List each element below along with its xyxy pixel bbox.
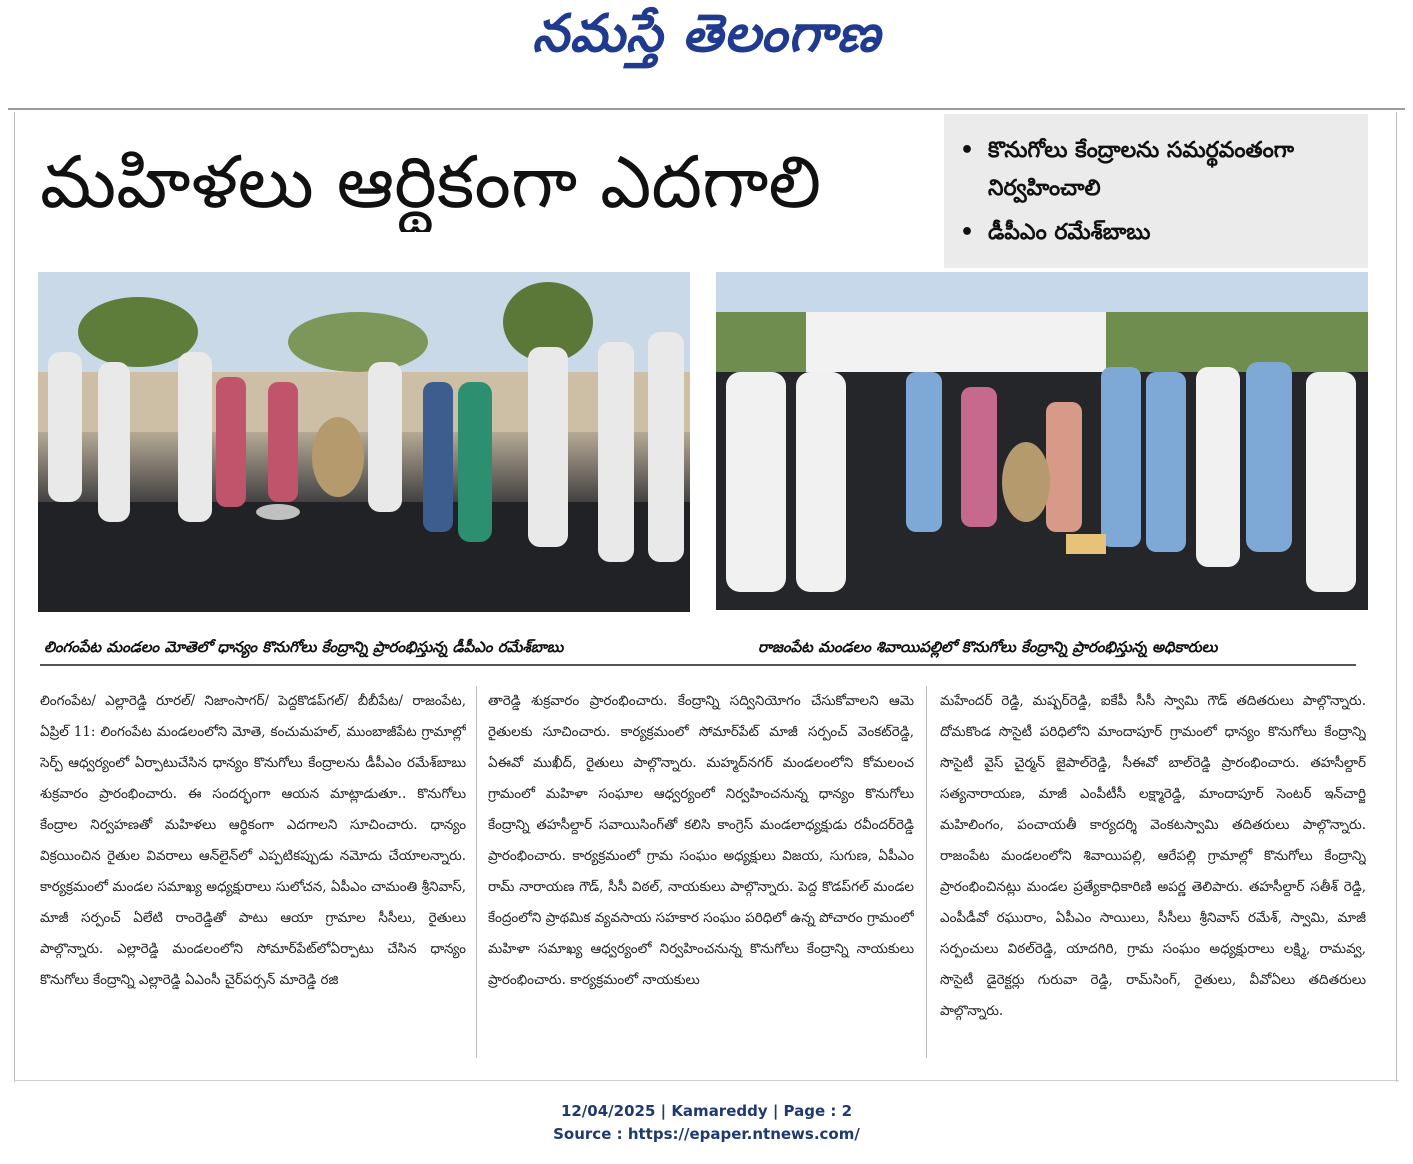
photo-caption-left: లింగంపేట మండలం మోతెలో ధాన్యం కొనుగోలు కేంద్రాన్ని ప్రారంభిస్తున్న డీపీఎం రమేశ్‌బాబు (44, 638, 564, 656)
right-margin-rule (1396, 112, 1397, 1082)
highlight-item (960, 214, 1151, 252)
caption-rule-left (40, 664, 716, 666)
highlight-text: కొనుగోలు కేంద్రాలను సమర్థవంతంగా నిర్వహించాలి (988, 138, 1295, 201)
bullet-icon: • (960, 138, 975, 163)
article-column-1: లింగంపేట/ ఎల్లారెడ్డి రూరల్/ నిజాంసాగర్/ పెద్దకొడప్‌గల్/ బీబీపేట/ రాజంపేట, ఏప్రిల్ 11: లింగంపేట మండలంలోని మోతె, కంచుమహల్, ముంబాజీపేట గ్రామాల్లో సెర్ప్ ఆధ్వర్యంలో ఏర్పాటుచేసిన ధాన్యం కొనుగోలు కేంద్రాలను డీపీఎం రమేశ్‌బాబు శుక్రవారం ప్రారంభించారు. ఈ సందర్భంగా ఆయన మాట్లాడుతూ.. కొనుగోలు కేంద్రాల నిర్వహణతో మహిళలు ఆర్థికంగా ఎదగాలని సూచించారు. ధాన్యం విక్రయించిన రైతుల వివరాలు ఆన్‌లైన్‌లో ఎప్పటికప్పుడు నమోదు చేయాలన్నారు. కార్యక్రమంలో మండల సమాఖ్య అధ్యక్షురాలు సులోచన, ఏపీఎం చామంతి శ్రీనివాస్, మాజీ సర్పంచ్ ఏలేటి రాంరెడ్డితో పాటు ఆయా గ్రామాల సీసీలు, రైతులు పాల్గొన్నారు. ఎల్లారెడ్డి మండలంలోని సోమార్‌పేట్‌లోఏర్పాటు చేసిన ధాన్యం కొనుగోలు కేంద్రాన్ని ఎల్లారెడ్డి ఏఎంసీ చైర్‌పర్సన్ మారెడ్డి రజి (40, 693, 466, 988)
highlight-item (960, 132, 1320, 208)
photo-lingampet-event (38, 272, 690, 612)
footer-date-page: 12/04/2025 | Kamareddy | Page : 2 (560, 1102, 853, 1120)
footer-source-link[interactable]: Source : https://epaper.ntnews.com/ (553, 1125, 860, 1143)
article-column-2: తారెడ్డి శుక్రవారం ప్రారంభించారు. కేంద్రాన్ని సద్వినియోగం చేసుకోవాలని ఆమె రైతులకు సూచించారు. కార్యక్రమంలో సోమార్‌పేట్ మాజీ సర్పంచ్ వెంకట్‌రెడ్డి, ఏఈవో ముఖీద్, రైతులు పాల్గొన్నారు. మహ్మద్‌నగర్ మండలంలోని కోమలంచ గ్రామంలో మహిళా సంఘాల ఆధ్వర్యంలో నిర్వహించనున్న ధాన్యం కొనుగోలు కేంద్రాన్ని తహసీల్దార్ సవాయిసింగ్‌తో కలిసి కాంగ్రెస్ మండలాధ్యక్షుడు రవీందర్‌రెడ్డి ప్రారంభించారు. కార్యక్రమంలో గ్రామ సంఘం అధ్యక్షులు విజయ, సుగుణ, ఏపీఎం రామ్ నారాయణ గౌడ్, సీసీ విఠల్, నాయకులు పాల్గొన్నారు. పెద్ద కొడప్‌గల్ మండల కేంద్రంలోని ప్రాథమిక వ్యవసాయ సహకార సంఘం పరిధిలో ఉన్న పోచారం గ్రామంలో మహిళా సమాఖ్య ఆధ్వర్యంలో నిర్వహించనున్న కొనుగోలు కేంద్రాన్ని నాయకులు ప్రారంభించారు. కార్యక్రమంలో నాయకులు (488, 693, 914, 988)
photo-caption-right: రాజంపేట మండలం శివాయిపల్లిలో కొనుగోలు కేంద్రాన్ని ప్రారంభిస్తున్న అధికారులు (758, 638, 1218, 656)
page-footer (0, 1100, 1413, 1146)
caption-rule-right (716, 664, 1356, 666)
article-headline: మహిళలు ఆర్థికంగా ఎదగాలి (40, 140, 822, 224)
column-divider (926, 686, 927, 1058)
bullet-icon: • (960, 220, 975, 245)
column-divider (476, 686, 477, 1058)
photo-rajampet-event (716, 272, 1368, 610)
masthead (0, 0, 1413, 80)
bottom-divider (14, 1080, 1399, 1081)
masthead-logo: నమస్తే తెలంగాణ (532, 3, 881, 64)
left-margin-rule (14, 112, 15, 1082)
highlights-box (944, 114, 1368, 268)
photo-lingampet-illustration (38, 272, 690, 612)
article-column-3: మహేందర్ రెడ్డి, మష్పర్‌రెడ్డి, ఐకేపీ సీసీ స్వామి గౌడ్ తదితరులు పాల్గొన్నారు. దోమకొండ సొసైటీ పరిధిలోని మాందాపూర్ గ్రామంలో ధాన్యం కొనుగోలు కేంద్రాన్ని సొసైటీ వైస్ చైర్మన్ జైపాల్‌రెడ్డి, సీఈవో బాల్‌రెడ్డి ప్రారంభించారు. తహసీల్దార్ సత్యనారాయణ, మాజీ ఎంపీటీసీ లక్ష్మారెడ్డి, మాందాపూర్ సెంటర్ ఇన్‌చార్జి మహిలింగం, పంచాయతీ కార్యదర్శి వెంకటస్వామి తదితరులు పాల్గొన్నారు. రాజంపేట మండలంలోని శివాయిపల్లి, ఆరేపల్లి గ్రామాల్లో కొనుగోలు కేంద్రాన్ని ప్రారంభించినట్లు మండల ప్రత్యేకాధికారిణి అపర్ణ తెలిపారు. తహసీల్దార్ సతీశ్ రెడ్డి, ఎంపీడీవో రఘురాం, ఏపీఎం సాయిలు, సీసీలు శ్రీనివాస్ రమేశ్, స్వామి, మాజీ సర్పంచులు విఠల్‌రెడ్డి, యాదగిరి, గ్రామ సంఘం అధ్యక్షురాలు లక్ష్మి, రామవ్వ, సొసైటీ డైరెక్టర్లు గురువా రెడ్డి, రామ్‌సింగ్, రైతులు, వీవోఏలు తదితరులు పాల్గొన్నారు. (940, 693, 1366, 1019)
photo-rajampet-illustration (716, 272, 1368, 610)
masthead-divider (8, 108, 1405, 110)
highlight-text: డీపీఎం రమేశ్‌బాబు (988, 220, 1151, 245)
